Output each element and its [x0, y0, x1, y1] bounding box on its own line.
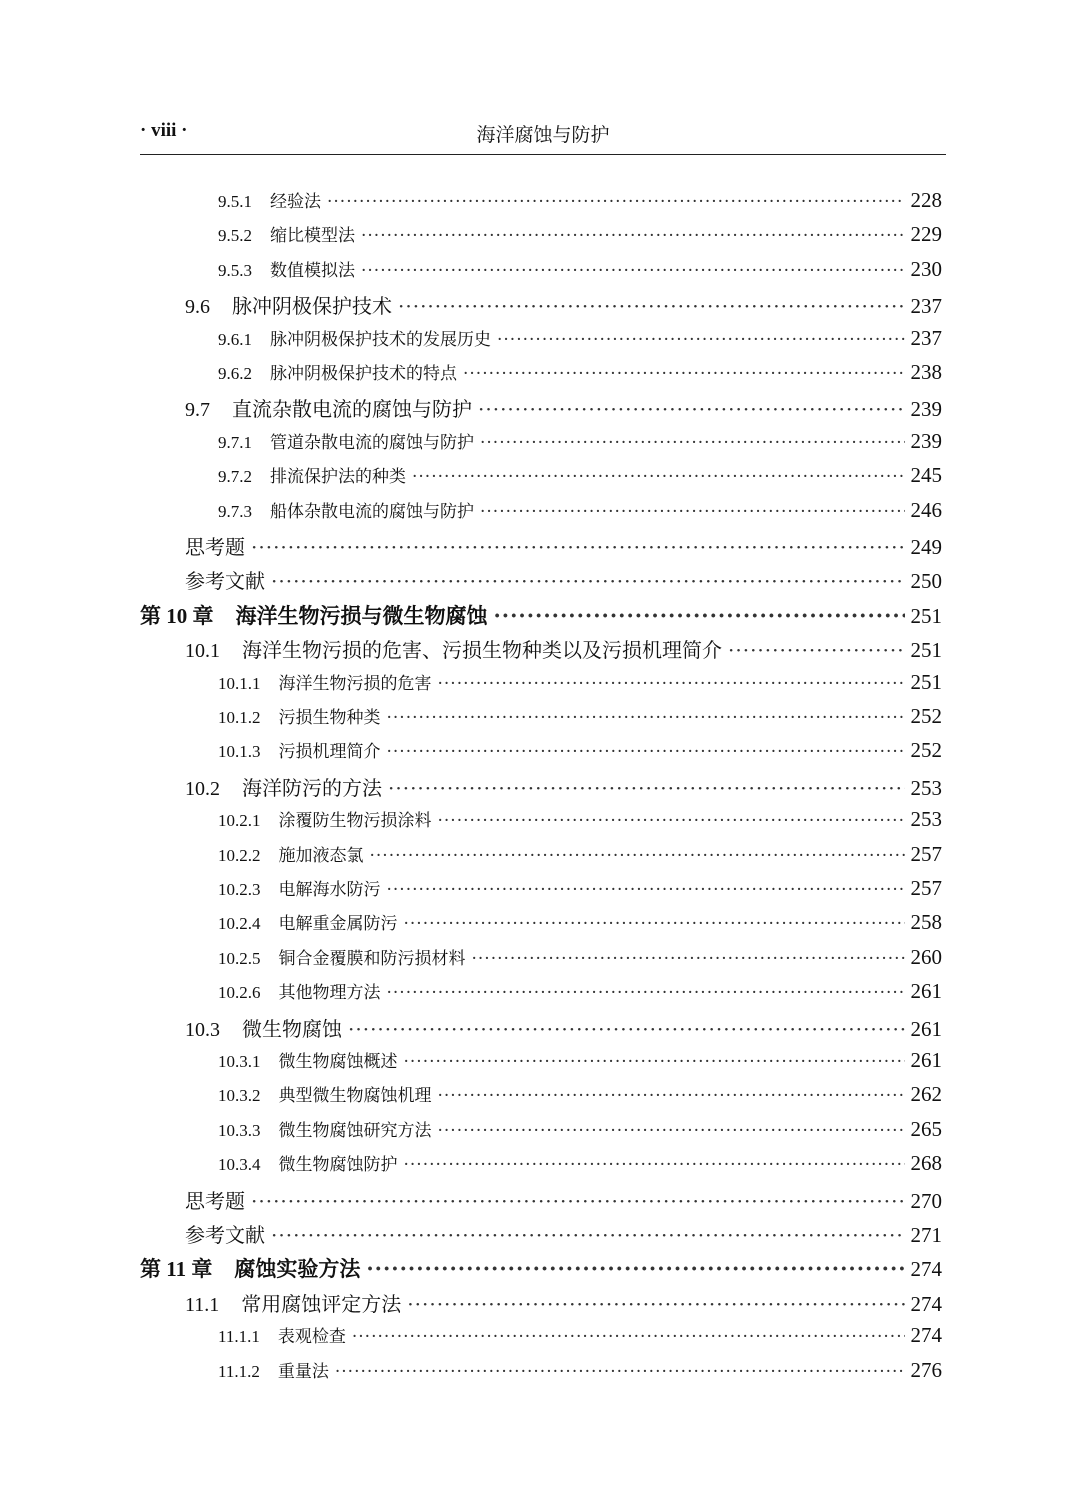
- toc-entry-number: 9.7.2: [218, 467, 252, 487]
- toc-entry-page: 251: [910, 669, 942, 694]
- toc-entry-page: 257: [910, 841, 942, 866]
- toc-entry-number: 10.3.2: [218, 1086, 261, 1106]
- toc-entry: [185, 1219, 942, 1253]
- toc-entry: [185, 565, 942, 599]
- toc-entry-number: 10.1.3: [218, 742, 261, 762]
- toc-entry: [218, 1322, 942, 1356]
- toc-entry-title: 微生物腐蚀防护: [278, 1155, 398, 1176]
- dot-leader: [438, 1121, 905, 1141]
- toc-entry-page: 276: [910, 1357, 942, 1382]
- toc-entry-page: 252: [910, 704, 942, 728]
- toc-entry-page: 245: [910, 463, 942, 488]
- toc-entry-number: 9.6.1: [218, 329, 252, 349]
- dot-leader: [361, 226, 905, 246]
- toc-entry: [218, 841, 942, 875]
- toc-entry-number: 第 10 章: [140, 603, 214, 628]
- toc-entry-title: 海洋防污的方法: [242, 775, 382, 800]
- dot-leader: [387, 880, 905, 900]
- toc-entry-number: 10.3: [185, 1018, 220, 1041]
- toc-entry-page: 274: [910, 1291, 942, 1316]
- page-number: · viii ·: [140, 120, 188, 141]
- toc-entry-number: 9.7.1: [218, 432, 252, 452]
- toc-entry-title: 铜合金覆膜和防污损材料: [278, 948, 466, 969]
- toc-entry-title: 表观检查: [277, 1327, 346, 1348]
- toc-entry: [218, 875, 942, 909]
- dot-leader: [478, 397, 905, 421]
- book-title: 海洋腐蚀与防护: [476, 124, 610, 146]
- toc-entry-page: 229: [910, 222, 942, 247]
- toc-entry: [218, 1116, 942, 1150]
- dot-leader: [438, 811, 905, 831]
- toc-entry-page: 258: [910, 910, 942, 935]
- toc-entry-page: 230: [910, 256, 942, 281]
- toc-entry: [185, 1185, 942, 1219]
- toc-entry-page: 260: [910, 944, 942, 969]
- toc-entry: [218, 428, 942, 462]
- toc-entry-title: 数值模拟法: [270, 260, 355, 281]
- dot-leader: [327, 192, 905, 212]
- toc-entry-number: 10.1: [185, 640, 220, 663]
- dot-leader: [398, 294, 905, 318]
- toc-entry: [218, 359, 942, 393]
- toc-entry-page: 262: [910, 1082, 942, 1107]
- dot-leader: [407, 1292, 904, 1316]
- toc-entry-number: 9.7.3: [218, 501, 252, 521]
- toc-entry-number: 9.6.2: [218, 364, 252, 383]
- toc-entry: [218, 909, 942, 943]
- toc-entry-title: 常用腐蚀评定方法: [241, 1291, 402, 1316]
- toc-entry-number: 10.2.4: [218, 914, 261, 934]
- toc-entry-page: 274: [910, 1323, 942, 1348]
- toc-entry-number: 11.1.1: [218, 1327, 260, 1347]
- toc-entry: [185, 634, 942, 668]
- toc-entry-page: 268: [910, 1151, 942, 1176]
- toc-entry-page: 265: [910, 1116, 942, 1141]
- toc-entry-page: 271: [910, 1223, 942, 1247]
- dot-leader: [387, 983, 905, 1003]
- toc-entry-number: 10.2: [185, 777, 220, 800]
- dot-leader: [352, 1327, 905, 1347]
- dot-leader: [463, 364, 905, 384]
- toc-entry-title: 微生物腐蚀研究方法: [278, 1120, 432, 1141]
- toc-entry: [218, 1047, 942, 1081]
- toc-entry-page: 270: [910, 1188, 942, 1213]
- dot-leader: [361, 261, 905, 281]
- toc-entry-page: 261: [910, 979, 942, 1004]
- toc-entry: [218, 1081, 942, 1115]
- toc-entry: [140, 600, 942, 634]
- dot-leader: [271, 1223, 905, 1247]
- dot-leader: [251, 535, 905, 559]
- toc-entry-number: 10.3.4: [218, 1155, 261, 1175]
- toc-entry-page: 246: [910, 497, 942, 522]
- toc-entry-page: 251: [910, 638, 942, 663]
- dot-leader: [480, 502, 905, 522]
- toc-entry: [218, 462, 942, 496]
- toc-entry: [140, 1253, 942, 1287]
- toc-entry: [218, 1150, 942, 1184]
- toc-entry-page: 237: [910, 325, 942, 350]
- toc-entry-title: 缩比模型法: [270, 226, 355, 247]
- toc-entry-title: 微生物腐蚀: [242, 1016, 342, 1041]
- toc-entry-number: 10.3.1: [218, 1052, 261, 1071]
- toc-entry: [218, 221, 942, 255]
- toc-entry-page: 251: [910, 603, 942, 628]
- dot-leader: [335, 1362, 905, 1382]
- dot-leader: [472, 949, 905, 969]
- dot-leader: [497, 330, 905, 350]
- dot-leader: [387, 742, 905, 762]
- dot-leader: [387, 708, 905, 728]
- dot-leader: [480, 433, 905, 453]
- toc-entry-number: 10.2.5: [218, 948, 261, 968]
- toc-entry-page: 253: [910, 775, 942, 800]
- toc-entry-title: 施加液态氯: [278, 845, 364, 866]
- dot-leader: [438, 1086, 905, 1106]
- toc-entry-number: 10.3.3: [218, 1120, 261, 1140]
- toc-entry-page: 228: [910, 188, 942, 212]
- dot-leader: [404, 1155, 905, 1175]
- toc-entry-title: 电解海水防污: [278, 880, 381, 900]
- dot-leader: [388, 776, 905, 800]
- dot-leader: [494, 603, 905, 628]
- toc-entry-title: 海洋生物污损与微生物腐蚀: [235, 602, 488, 628]
- toc-entry: [218, 703, 942, 737]
- toc-entry: [185, 531, 942, 565]
- toc-entry-page: 239: [910, 428, 942, 453]
- toc-entry-title: 典型微生物腐蚀机理: [278, 1086, 432, 1107]
- toc-entry: [218, 737, 942, 771]
- toc-entry-number: 10.2.2: [218, 845, 261, 865]
- toc-entry: [185, 772, 942, 806]
- toc-entry-page: 237: [910, 294, 942, 319]
- toc-entry-title: 排流保护法的种类: [270, 467, 406, 488]
- dot-leader: [438, 674, 905, 694]
- toc-entry: [218, 669, 942, 703]
- toc-entry-title: 海洋生物污损的危害: [278, 673, 432, 694]
- toc-entry-number: 9.5.1: [218, 192, 252, 211]
- toc-entry-title: 腐蚀实验方法: [234, 1256, 361, 1282]
- toc-entry-page: 238: [910, 360, 942, 384]
- toc-entry-title: 污损机理简介: [278, 742, 381, 763]
- toc-entry: [218, 806, 942, 840]
- dot-leader: [404, 914, 905, 934]
- toc-entry-title: 参考文献: [185, 569, 265, 594]
- toc-entry-number: 第 11 章: [140, 1257, 213, 1282]
- toc-entry-title: 思考题: [185, 535, 245, 559]
- dot-leader: [370, 846, 905, 866]
- toc-entry-page: 239: [910, 397, 942, 422]
- dot-leader: [404, 1052, 905, 1072]
- toc-entry-number: 9.7: [185, 399, 210, 422]
- toc-entry-page: 250: [910, 569, 942, 594]
- toc-entry-title: 管道杂散电流的腐蚀与防护: [270, 432, 474, 453]
- toc-entry-number: 11.1.2: [218, 1361, 260, 1381]
- toc-entry-number: 9.5.2: [218, 226, 252, 246]
- toc-entry: [185, 1288, 942, 1322]
- toc-entry-title: 船体杂散电流的腐蚀与防护: [270, 501, 474, 522]
- dot-leader: [728, 638, 905, 662]
- toc-entry-page: 261: [910, 1048, 942, 1072]
- toc-entry-title: 脉冲阴极保护技术的特点: [270, 364, 457, 384]
- toc-entry-title: 微生物腐蚀概述: [278, 1052, 398, 1072]
- toc-entry: [218, 256, 942, 290]
- toc-entry-title: 电解重金属防污: [278, 914, 398, 935]
- toc-entry-number: 9.6: [185, 296, 210, 319]
- toc-entry: [218, 944, 942, 978]
- toc-entry-number: 10.2.3: [218, 880, 261, 899]
- toc-entry: [218, 1357, 942, 1391]
- toc-entry-title: 海洋生物污损的危害、污损生物种类以及污损机理简介: [242, 638, 722, 663]
- toc-entry-number: 10.1.2: [218, 708, 261, 727]
- toc-entry-title: 思考题: [185, 1188, 245, 1213]
- toc-entry-title: 直流杂散电流的腐蚀与防护: [232, 397, 472, 422]
- toc-entry: [185, 290, 942, 324]
- toc-entry-number: 10.1.1: [218, 673, 261, 693]
- dot-leader: [412, 467, 905, 487]
- toc-entry-page: 257: [910, 876, 942, 900]
- toc-entry-page: 274: [910, 1257, 942, 1282]
- toc-entry-number: 9.5.3: [218, 260, 252, 280]
- dot-leader: [366, 1256, 904, 1281]
- running-header: [140, 118, 946, 155]
- toc-entry: [185, 393, 942, 427]
- toc-entry-title: 污损生物种类: [278, 708, 381, 728]
- toc-entry-number: 11.1: [185, 1293, 220, 1316]
- toc-entry-title: 其他物理方法: [278, 983, 381, 1004]
- toc-entry-number: 10.2.1: [218, 811, 261, 831]
- dot-leader: [348, 1017, 905, 1041]
- toc-entry: [218, 497, 942, 531]
- toc-entry-title: 涂覆防生物污损涂料: [278, 811, 432, 832]
- toc-entry-number: 10.2.6: [218, 983, 261, 1003]
- dot-leader: [251, 1189, 905, 1213]
- toc-entry-page: 261: [910, 1016, 942, 1041]
- toc-entry: [218, 978, 942, 1012]
- toc-entry: [185, 1013, 942, 1047]
- toc-entry-title: 参考文献: [185, 1223, 265, 1247]
- toc-entry-title: 脉冲阴极保护技术: [232, 294, 392, 319]
- toc-entry: [218, 325, 942, 359]
- toc-entry: [218, 187, 942, 221]
- dot-leader: [271, 569, 905, 593]
- toc-entry-page: 252: [910, 738, 942, 763]
- toc-entry-title: 脉冲阴极保护技术的发展历史: [270, 329, 491, 350]
- toc-entry-title: 重量法: [277, 1361, 329, 1382]
- toc-entry-title: 经验法: [270, 192, 321, 212]
- toc-entry-page: 249: [910, 535, 942, 559]
- toc-entry-page: 253: [910, 807, 942, 832]
